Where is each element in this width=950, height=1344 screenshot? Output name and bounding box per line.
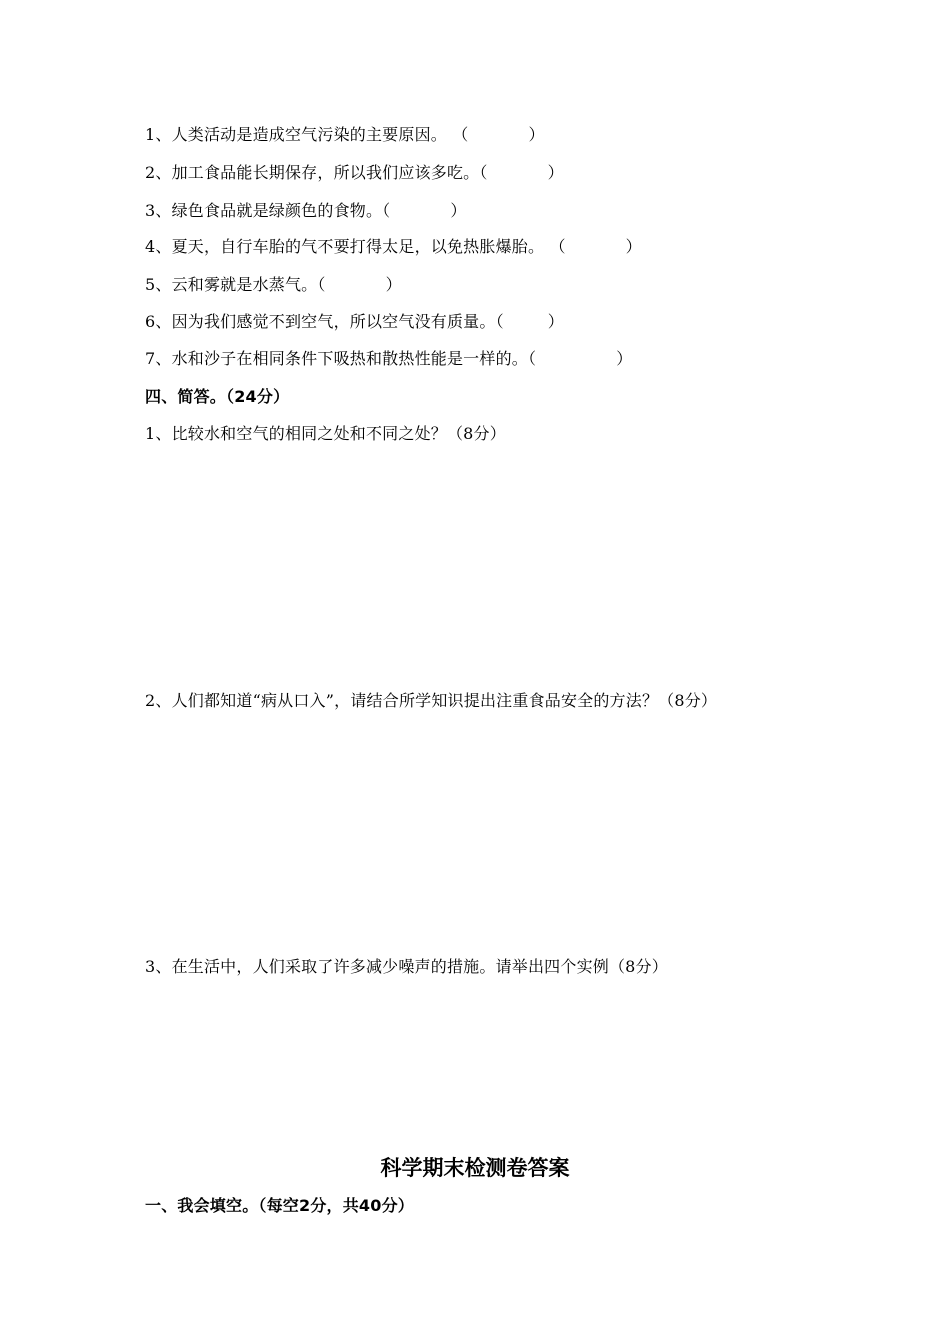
section4-heading: 四、简答。（24分）: [145, 387, 290, 406]
tf-item-6: [145, 311, 564, 333]
tf-item-4-text: 4、夏天，自行车胎的气不要打得太足，以免热胀爆胎。 （: [145, 237, 566, 256]
tf-item-2-text: 2、加工食品能长期保存，所以我们应该多吃。（: [145, 163, 488, 182]
tf-item-3: [145, 200, 467, 222]
tf-item-4: [145, 236, 642, 258]
tf-item-3-text: 3、绿色食品就是绿颜色的食物。（: [145, 201, 391, 220]
tf-item-5: [145, 274, 402, 296]
tf-item-6-close: ）: [547, 312, 564, 331]
short-answer-question-1: 1、比较水和空气的相同之处和不同之处？（8分）: [145, 424, 506, 443]
tf-item-3-close: ）: [450, 201, 467, 220]
tf-item-1: [145, 124, 545, 146]
tf-item-2-close: ）: [547, 163, 564, 182]
tf-item-7-close: ）: [616, 349, 633, 368]
answer-key-title: 科学期末检测卷答案: [380, 1156, 570, 1180]
tf-item-1-close: ）: [528, 125, 545, 144]
short-answer-question-3: 3、在生活中，人们采取了许多减少噪声的措施。请举出四个实例（8分）: [145, 957, 668, 976]
tf-item-6-text: 6、因为我们感觉不到空气，所以空气没有质量。（: [145, 312, 504, 331]
tf-item-7-text: 7、水和沙子在相同条件下吸热和散热性能是一样的。（: [145, 349, 537, 368]
tf-item-5-close: ）: [385, 275, 402, 294]
short-answer-question-2: 2、人们都知道“病从口入”，请结合所学知识提出注重食品安全的方法？（8分）: [145, 691, 718, 710]
answer-section1-heading: 一、我会填空。（每空2分，共40分）: [145, 1196, 414, 1215]
tf-item-1-text: 1、人类活动是造成空气污染的主要原因。 （: [145, 125, 469, 144]
tf-item-5-text: 5、云和雾就是水蒸气。（: [145, 275, 326, 294]
tf-item-2: [145, 162, 564, 184]
tf-item-7: [145, 348, 632, 370]
tf-item-4-close: ）: [625, 237, 642, 256]
